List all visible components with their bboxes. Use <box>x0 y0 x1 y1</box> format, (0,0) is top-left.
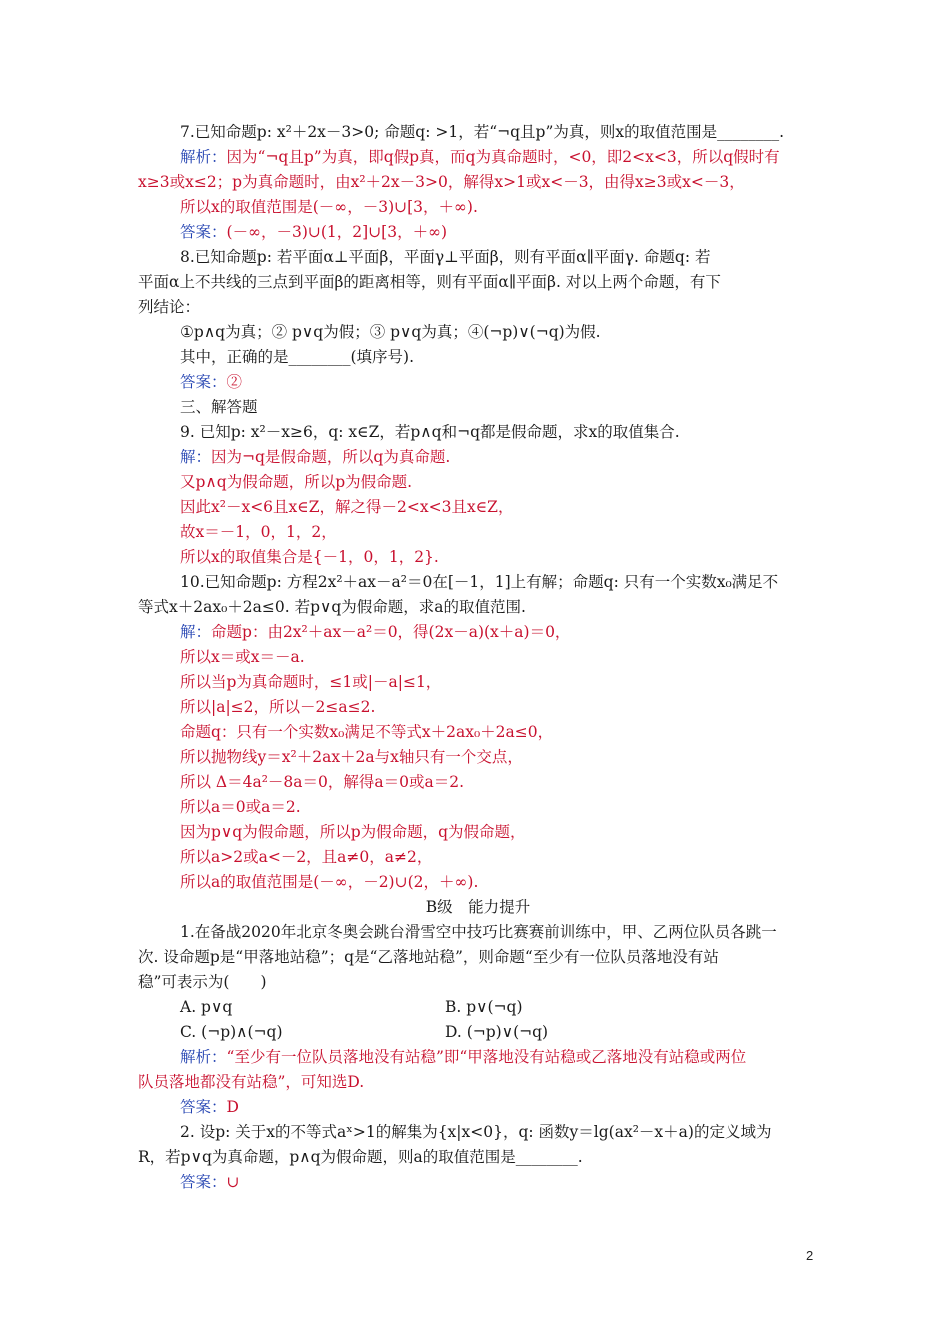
document-body <box>138 120 818 1195</box>
answer-label: 答案： <box>180 1098 227 1116</box>
choice-option: B. p∨(¬q) <box>445 998 523 1016</box>
solution-line: 因此x²－x<6且x∈Z，解之得－2<x<3且x∈Z， <box>180 498 514 516</box>
answer-label: 解： <box>180 448 212 466</box>
question-line: 9. 已知p: x²－x≥6，q: x∈Z，若p∧q和¬q都是假命题，求x的取值集合. <box>180 423 680 441</box>
answer-label: 解： <box>180 623 212 641</box>
solution-line: 所以x的取值集合是{－1，0，1，2}. <box>180 548 439 566</box>
section-heading: B级 能力提升 <box>425 898 531 916</box>
solution-line: 所以抛物线y＝x²＋2ax＋2a与x轴只有一个交点， <box>180 748 523 766</box>
answer-label: 解析： <box>180 148 227 166</box>
solution-line: 解：命题p：由2x²＋ax－a²＝0，得(2x－a)(x＋a)＝0， <box>180 623 571 641</box>
solution-line: 所以a的取值范围是(－∞，－2)∪(2，＋∞). <box>180 873 479 891</box>
solution-line: 命题q：只有一个实数x₀满足不等式x＋2ax₀＋2a≤0， <box>180 723 554 741</box>
answer-label: 答案： <box>180 373 227 391</box>
solution-line: 又p∧q为假命题，所以p为假命题. <box>180 473 413 491</box>
solution-line: 所以x的取值范围是(－∞，－3)∪[3，＋∞). <box>180 198 478 216</box>
question-line: 10.已知命题p: 方程2x²＋ax－a²＝0在[－1，1]上有解；命题q: 只有一个实数x₀满足不 <box>180 573 779 591</box>
choice-option: D. (¬p)∨(¬q) <box>445 1023 549 1041</box>
question-line: 1.在备战2020年北京冬奥会跳台滑雪空中技巧比赛赛前训练中，甲、乙两位队员各跳一 <box>180 923 777 941</box>
answer-label: 解析： <box>180 1048 227 1066</box>
solution-line: 所以a>2或a<－2，且a≠0，a≠2， <box>180 848 433 866</box>
question-line: 稳”可表示为( ) <box>138 973 267 991</box>
solution-line: 所以x＝或x＝－a. <box>180 648 305 666</box>
answer-label: 答案： <box>180 223 227 241</box>
answer-label: 答案： <box>180 1173 227 1191</box>
solution-line: 解析：因为“¬q且p”为真，即q假p真，而q为真命题时，<0，即2<x<3，所以q假时有 <box>180 148 780 166</box>
solution-line: 故x＝－1，0，1，2， <box>180 523 337 541</box>
solution-line: 答案：D <box>180 1098 239 1116</box>
question-line: 列结论： <box>138 298 201 316</box>
solution-line: 所以 Δ＝4a²－8a＝0，解得a＝0或a＝2. <box>180 773 465 791</box>
choice-option: A. p∨q <box>180 998 233 1016</box>
solution-line: 解析：“至少有一位队员落地没有站稳”即“甲落地没有站稳或乙落地没有站稳或两位 <box>180 1048 747 1066</box>
question-line: 平面α上不共线的三点到平面β的距离相等，则有平面α∥平面β. 对以上两个命题，有下 <box>138 273 721 291</box>
page-number: 2 <box>806 1248 814 1263</box>
solution-line: 所以|a|≤2，所以－2≤a≤2. <box>180 698 376 716</box>
question-line: 7.已知命题p: x²＋2x－3>0; 命题q: >1，若“¬q且p”为真，则x的取值范围是________. <box>180 123 785 141</box>
choice-option: C. (¬p)∧(¬q) <box>180 1023 283 1041</box>
question-line: 8.已知命题p: 若平面α⊥平面β，平面γ⊥平面β，则有平面α∥平面γ. 命题q: 若 <box>180 248 711 266</box>
question-line: 2. 设p: 关于x的不等式aˣ>1的解集为{x|x<0}，q: 函数y＝lg(ax²－x＋a)的定义域为 <box>180 1123 772 1141</box>
solution-line: 所以当p为真命题时，≤1或|－a|≤1， <box>180 673 442 691</box>
choice-options-row <box>138 995 818 1020</box>
question-line: 次. 设命题p是“甲落地站稳”；q是“乙落地站稳”，则命题“至少有一位队员落地没有站 <box>138 948 719 966</box>
solution-line: 答案：② <box>180 373 243 391</box>
solution-line: 所以a＝0或a＝2. <box>180 798 301 816</box>
solution-line: 答案：(－∞，－3)∪(1，2]∪[3，＋∞) <box>180 223 448 241</box>
solution-line: 答案：∪ <box>180 1173 240 1191</box>
question-line: ①p∧q为真；② p∨q为假；③ p∨q为真；④(¬p)∨(¬q)为假. <box>180 323 601 341</box>
solution-line: 队员落地都没有站稳”，可知选D. <box>138 1073 365 1091</box>
solution-line: x≥3或x≤2；p为真命题时，由x²＋2x－3>0，解得x>1或x<－3，由得x≥3或x<－3， <box>138 173 745 191</box>
question-line: 三、解答题 <box>180 398 258 416</box>
question-line: 等式x＋2ax₀＋2a≤0. 若p∨q为假命题，求a的取值范围. <box>138 598 526 616</box>
question-line: R，若p∨q为真命题，p∧q为假命题，则a的取值范围是________. <box>138 1148 583 1166</box>
solution-line: 因为p∨q为假命题，所以p为假命题，q为假命题， <box>180 823 526 841</box>
solution-line: 解：因为¬q是假命题，所以q为真命题. <box>180 448 451 466</box>
question-line: 其中，正确的是________(填序号). <box>180 348 415 366</box>
choice-options-row <box>138 1020 818 1045</box>
